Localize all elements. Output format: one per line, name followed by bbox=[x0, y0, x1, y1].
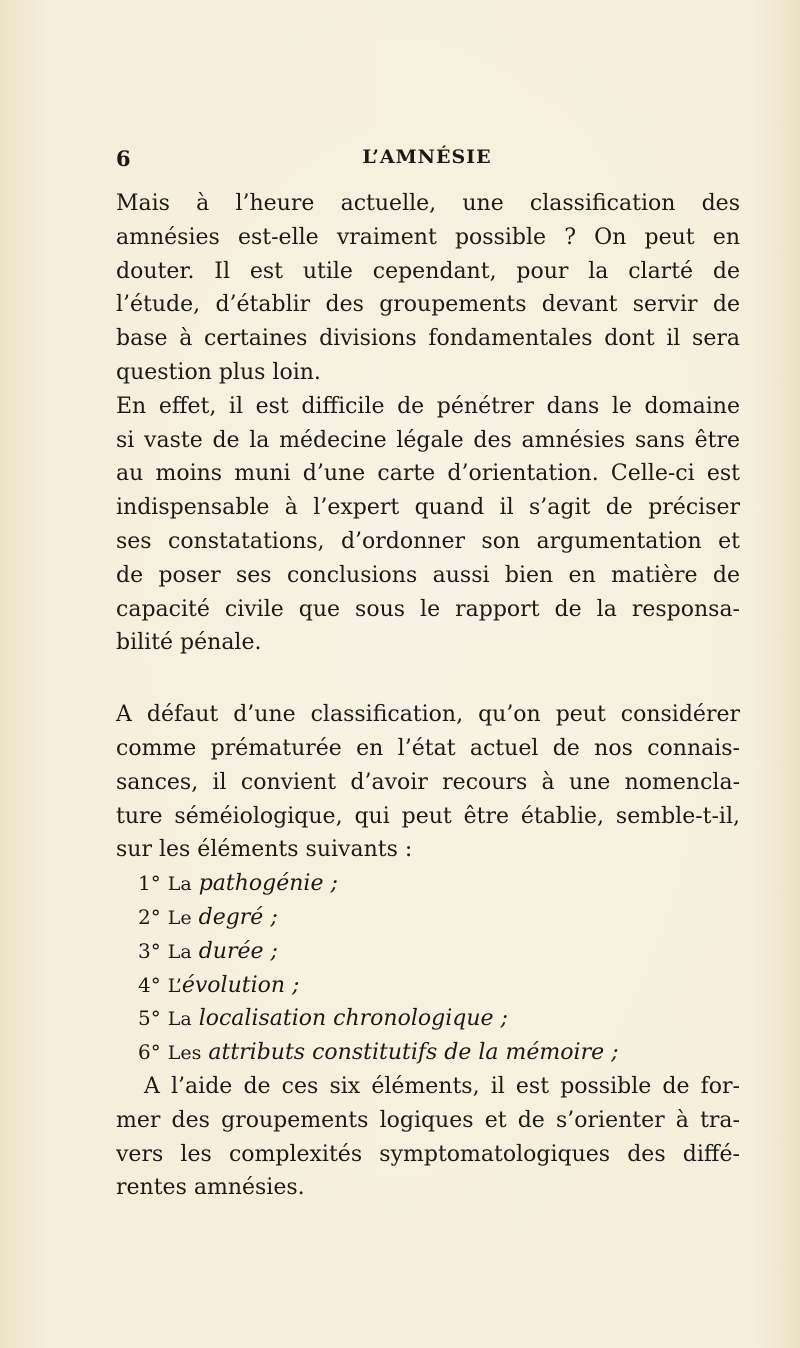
text-line: douter. Il est utile cependant, pour la clarté de bbox=[116, 258, 740, 284]
text-line: mer des groupements logiques et de s’orienter à tra- bbox=[116, 1107, 740, 1133]
element-list bbox=[116, 867, 740, 1070]
text-line: ses constatations, d’ordonner son argumentation et bbox=[116, 528, 740, 554]
text-line: sur les éléments suivants : bbox=[116, 837, 413, 863]
text-line: si vaste de la médecine légale des amnésies sans être bbox=[116, 427, 740, 453]
page-number: 6 bbox=[116, 146, 131, 171]
text-line: bilité pénale. bbox=[116, 630, 262, 656]
paragraph-3 bbox=[116, 698, 740, 867]
list-item: 2° Le degré ; bbox=[138, 904, 278, 930]
list-item: 6° Les attributs constitutifs de la mémoire ; bbox=[138, 1040, 619, 1066]
text-line: l’étude, d’établir des groupements devant servir de bbox=[116, 292, 740, 318]
text-line: capacité civile que sous le rapport de la responsa- bbox=[116, 596, 740, 622]
text-line: base à certaines divisions fondamentales dont il sera bbox=[116, 326, 740, 352]
paragraph-4 bbox=[116, 1070, 740, 1205]
text-line: sances, il convient d’avoir recours à une nomencla- bbox=[116, 769, 740, 795]
text-line: A défaut d’une classification, qu’on peut considérer bbox=[116, 702, 740, 728]
body-text bbox=[116, 187, 740, 1205]
list-item: 5° La localisation chronologique ; bbox=[138, 1006, 508, 1032]
text-line: indispensable à l’expert quand il s’agit de préciser bbox=[116, 495, 740, 521]
list-item: 1° La pathogénie ; bbox=[138, 871, 338, 897]
paragraph-2 bbox=[116, 390, 740, 660]
text-line: En effet, il est difficile de pénétrer dans le domaine bbox=[116, 393, 740, 419]
text-line: au moins muni d’une carte d’orientation. Celle-ci est bbox=[116, 461, 740, 487]
list-item: 3° La durée ; bbox=[138, 938, 278, 964]
text-line: A l’aide de ces six éléments, il est possible de for- bbox=[144, 1073, 740, 1099]
paragraph-1 bbox=[116, 187, 740, 390]
text-line: rentes amnésies. bbox=[116, 1175, 305, 1201]
text-line: ture séméiologique, qui peut être établie, semble-t-il, bbox=[116, 803, 740, 829]
running-title: L’AMNÉSIE bbox=[362, 146, 492, 168]
paragraph-gap bbox=[116, 660, 740, 698]
text-line: question plus loin. bbox=[116, 359, 321, 385]
text-line: amnésies est-elle vraiment possible ? On peut en bbox=[116, 224, 740, 250]
text-line: de poser ses conclusions aussi bien en matière de bbox=[116, 562, 740, 588]
list-item: 4° L’évolution ; bbox=[138, 972, 300, 998]
text-line: vers les complexités symptomatologiques des diffé- bbox=[116, 1141, 740, 1167]
text-line: Mais à l’heure actuelle, une classification des bbox=[116, 191, 740, 216]
text-line: comme prématurée en l’état actuel de nos connais- bbox=[116, 735, 740, 761]
page-header bbox=[116, 146, 738, 174]
